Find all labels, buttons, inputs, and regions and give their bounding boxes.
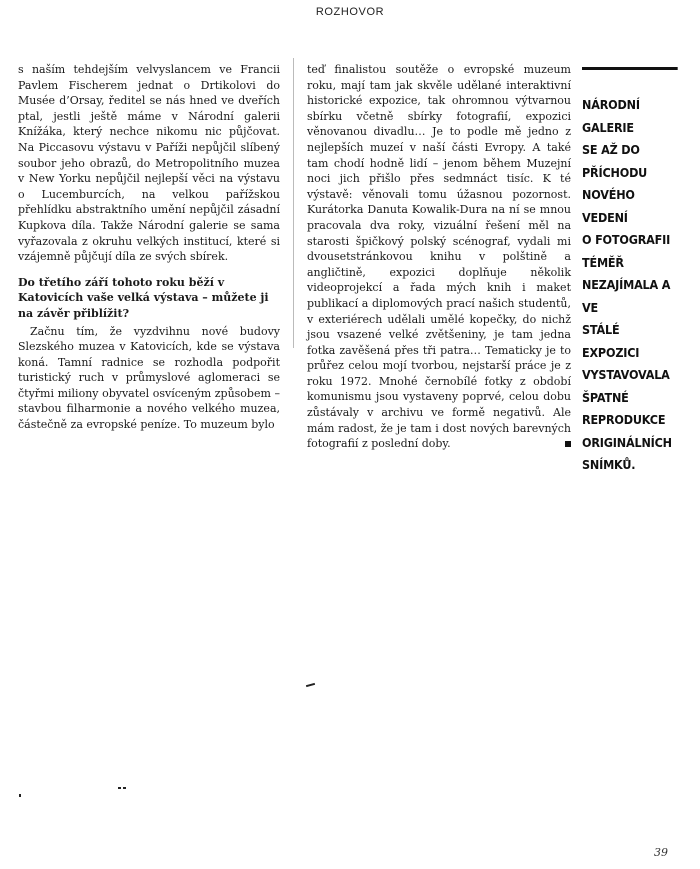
print-speck — [19, 794, 21, 797]
article-column-left — [18, 62, 280, 433]
paragraph: teď finalistou soutěže o evropské muzeum roku, mají tam jak skvěle udělané interaktivní historické expozice, tak ohromnou výtvarnou sbírku včetně sbírky fotografií, expozici věnovanou divadlu… Je to podle mě jedno z nejlepších muzeí v naší části Evropy. A také tam chodí hodně lidí – jenom během Muzejní noci jich přišlo přes sedmnáct tisíc. K té výstavě: věnovali tomu úžasnou pozornost. Kurátorka Danuta Kowalik-Dura na ní se mnou pracovala dva roky, vizuální řešení měl na starosti špičkový polský scénograf, vydali mi dvousetstránkovou knihu v polštině a angličtině, expozici doplňuje několik videoprojekcí a řada mých knih i maket publikací a diplomových prací našich studentů, v exteriérech udělali umělé kopečky, do nichž jsou vsazené velké zvětšeniny, je tam jedna fotka zavěšená přes tři patra… Tematicky je to průřez celou mojí tvorbou, nejstarší práce je z roku 1972. Mnohé černobílé fotky z období komunismu jsou vystaveny poprvé, celou dobu zůstávaly v archivu ve formě negativů. Ale mám radost, že je tam i dost nových barevných fotografií z poslední doby. — [307, 63, 571, 451]
section-header: ROZHOVOR — [315, 6, 385, 18]
pull-quote: NÁRODNÍ GALERIE SE AŽ DO PŘÍCHODU NOVÉHO VEDENÍ O FOTOGRAFII TÉMĚŘ NEZAJÍMALA A VE STÁLÉ EXPOZICI VYSTAVOVALA ŠPATNÉ REPRODUKCE ORIGINÁLNÍCH SNÍMKŮ. — [582, 67, 678, 477]
paragraph: s naším tehdejším velvyslancem ve Francii Pavlem Fischerem jednat o Drtikolovi do Musée d’Orsay, ředitel se nás hned ve dveřích ptal, jestli ještě máme v Národní galerii Knížáka, který nechce nikomu nic půjčovat. Na Piccasovu výstavu v Paříži nepůjčil slíbený soubor jeho obrazů, do Metropolitního muzea v New Yorku nepůjčil nejlepší věci na výstavu o Lucemburcích, na velkou pařížskou přehlídku abstraktního umění nepůjčil zásadní Kupkova díla. Takže Národní galerie se sama vyřazovala z okruhu velkých institucí, které si vzájemně půjčují díla ze svých sbírek. — [18, 63, 280, 264]
print-speck — [118, 787, 121, 789]
article-column-right — [307, 62, 571, 452]
interview-question: Do třetího září tohoto roku běží v Katovicích vaše velká výstava – můžete ji na závěr přiblížit? — [18, 275, 269, 320]
paragraph: Začnu tím, že vyzdvihnu nové budovy Slezského muzea v Katovicích, kde se výstava koná. Tamní radnice se rozhodla podpořit turistický ruch v průmyslové aglomeraci se čtyřmi miliony obyvatel osvíceným způsobem – stavbou filharmonie a nového velkého muzea, částečně za evropské peníze. To muzeum bylo — [18, 324, 280, 432]
print-speck — [306, 683, 315, 687]
end-of-article-mark — [565, 441, 571, 447]
column-divider — [293, 58, 294, 348]
print-speck — [123, 787, 126, 789]
page-number: 39 — [654, 846, 668, 859]
